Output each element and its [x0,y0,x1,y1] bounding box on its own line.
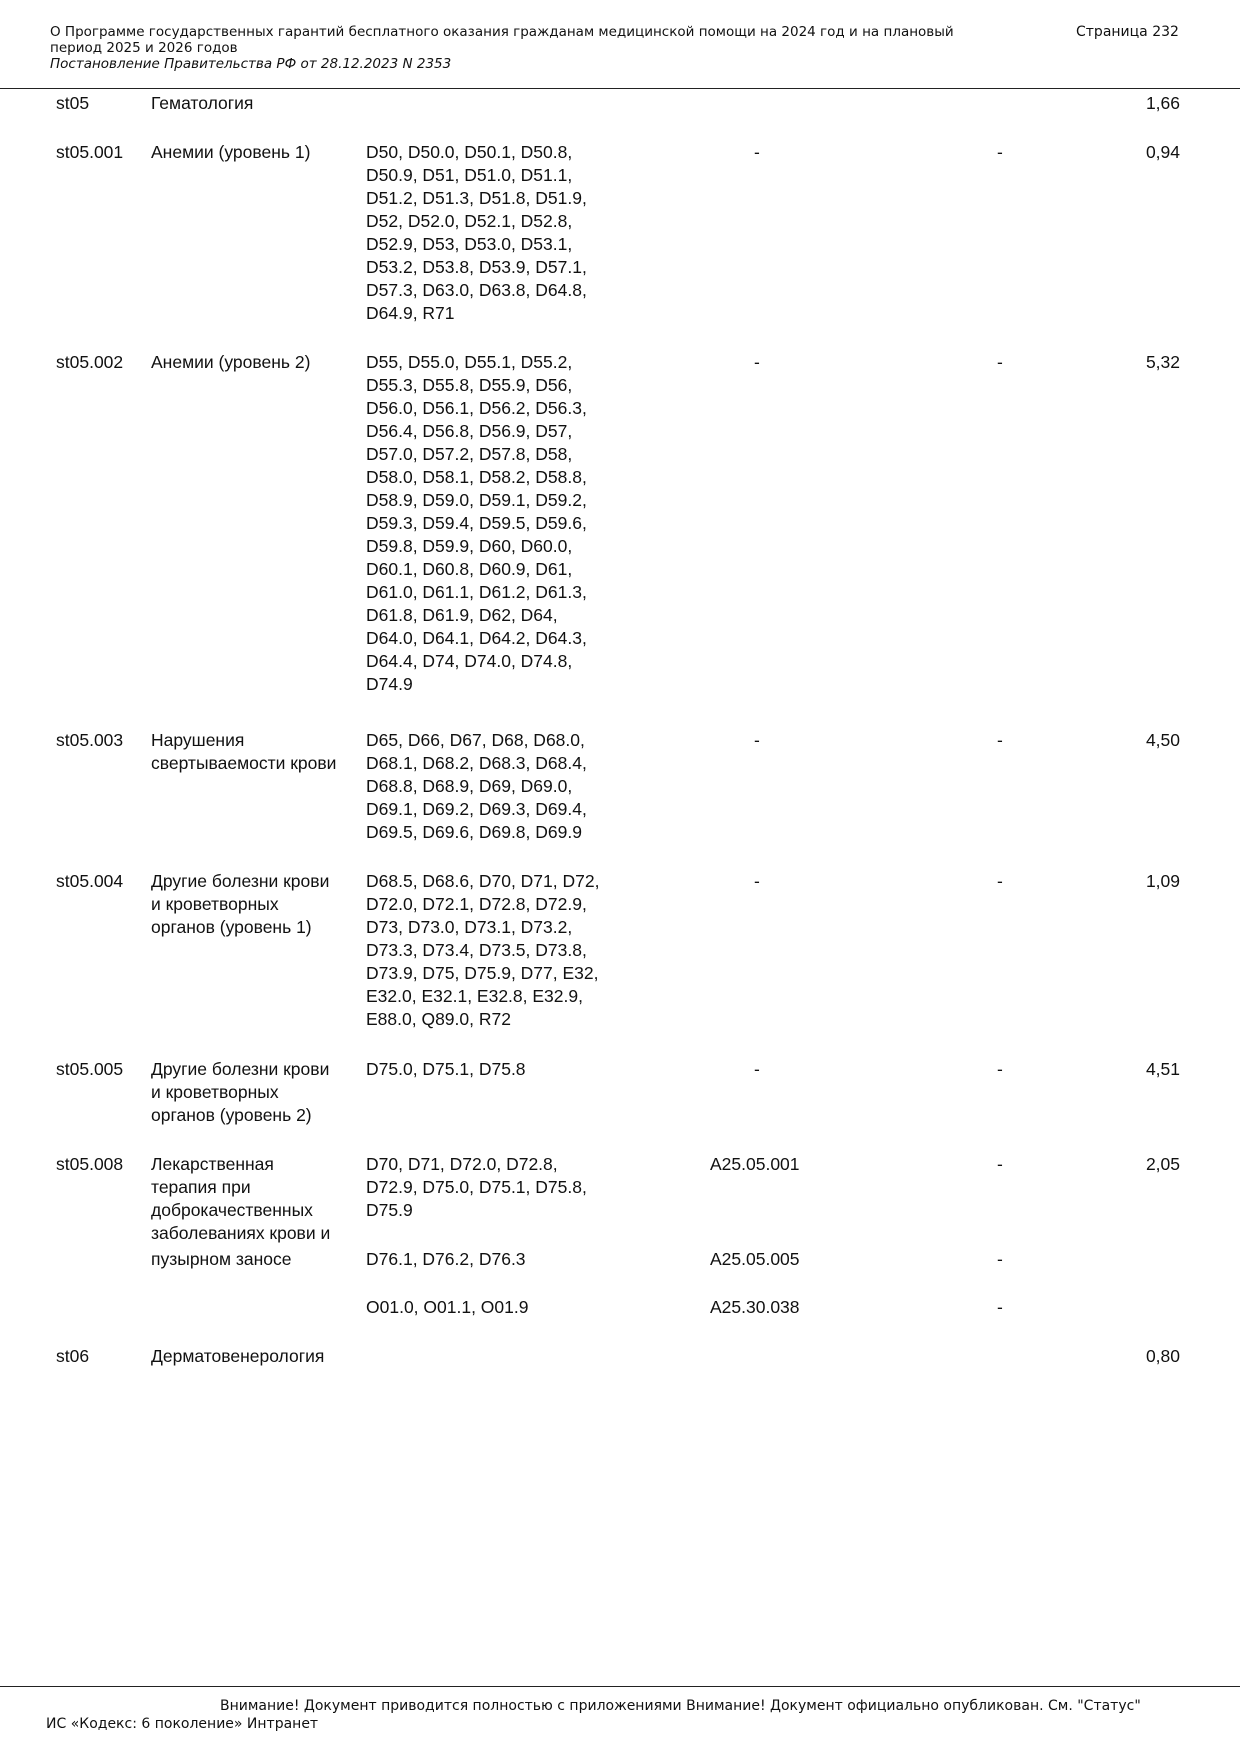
cell-other-criterion: - [997,1059,1003,1079]
mkb-line: D56.0, D56.1, D56.2, D56.3, [366,398,587,418]
cell-code: st05.005 [56,1059,124,1079]
cell-name: Дерматовенерология [151,1346,325,1366]
footer-notice: Внимание! Документ приводится полностью с приложениями Внимание! Документ официально опубликован. См. "Статус" [220,1698,1141,1714]
mkb-line: D68.5, D68.6, D70, D71, D72, [366,871,600,891]
mkb-line: D50, D50.0, D50.1, D50.8, [366,142,573,162]
footer-divider [0,1686,1240,1687]
cell-other-criterion: - [997,730,1003,750]
mkb-line: D60.1, D60.8, D60.9, D61, [366,559,573,579]
cell-code: st05.004 [56,871,124,891]
mkb-line: D68.8, D68.9, D69, D69.0, [366,776,573,796]
name-line: Нарушения [151,730,245,750]
name-line: и кроветворных [151,894,279,914]
cell-code: st05.001 [56,142,124,162]
name-line: и кроветворных [151,1082,279,1102]
cell-name: пузырном заносе [151,1249,292,1269]
name-line: Другие болезни крови [151,871,330,891]
cell-name: Анемии (уровень 1) [151,142,311,162]
cell-name: Гематология [151,93,254,113]
mkb-line: D64.0, D64.1, D64.2, D64.3, [366,628,587,648]
cell-mkb-codes: O01.0, O01.1, O01.9 [366,1297,529,1317]
cell-coefficient: 5,32 [1145,352,1180,372]
mkb-line: D68.1, D68.2, D68.3, D68.4, [366,753,587,773]
mkb-line: D74.9 [366,674,413,694]
document-subtitle: Постановление Правительства РФ от 28.12.2023 N 2353 [50,56,452,72]
cell-other-criterion: - [997,1249,1003,1269]
cell-coefficient: 0,80 [1145,1346,1180,1366]
mkb-line: D72.0, D72.1, D72.8, D72.9, [366,894,587,914]
cell-service-code: A25.05.001 [710,1154,800,1174]
cell-service-code: - [754,142,760,162]
cell-code: st05.002 [56,352,124,372]
cell-other-criterion: - [997,1297,1003,1317]
mkb-line: D52.9, D53, D53.0, D53.1, [366,234,573,254]
cell-name [151,729,361,775]
cell-other-criterion: - [997,352,1003,372]
mkb-line: D69.5, D69.6, D69.8, D69.9 [366,822,582,842]
mkb-line: D61.0, D61.1, D61.2, D61.3, [366,582,587,602]
cell-mkb-codes [366,1058,636,1081]
mkb-line: D55.3, D55.8, D55.9, D56, [366,375,573,395]
name-line: доброкачественных [151,1200,313,1220]
mkb-line: D65, D66, D67, D68, D68.0, [366,730,585,750]
cell-code: st06 [56,1346,90,1366]
mkb-line: D73.9, D75, D75.9, D77, E32, [366,963,599,983]
mkb-line: D58.9, D59.0, D59.1, D59.2, [366,490,587,510]
cell-mkb-codes: D76.1, D76.2, D76.3 [366,1249,526,1269]
cell-service-code: A25.05.005 [710,1249,800,1269]
mkb-line: D75.0, D75.1, D75.8 [366,1059,526,1079]
mkb-line: D59.8, D59.9, D60, D60.0, [366,536,573,556]
mkb-line: D55, D55.0, D55.1, D55.2, [366,352,573,372]
mkb-line: D59.3, D59.4, D59.5, D59.6, [366,513,587,533]
name-line: органов (уровень 1) [151,917,312,937]
cell-mkb-codes [366,351,636,696]
mkb-line: D52, D52.0, D52.1, D52.8, [366,211,573,231]
mkb-line: E32.0, E32.1, E32.8, E32.9, [366,986,583,1006]
cell-code: st05.008 [56,1154,124,1174]
mkb-line: D70, D71, D72.0, D72.8, [366,1154,558,1174]
name-line: Другие болезни крови [151,1059,330,1079]
mkb-line: D57.0, D57.2, D57.8, D58, [366,444,573,464]
mkb-line: D73, D73.0, D73.1, D73.2, [366,917,573,937]
cell-coefficient: 1,66 [1145,93,1180,113]
document-title-line2: период 2025 и 2026 годов [50,40,238,56]
cell-mkb-codes [366,1153,636,1222]
mkb-line: D75.9 [366,1200,413,1220]
cell-other-criterion: - [997,142,1003,162]
cell-other-criterion: - [997,1154,1003,1174]
cell-name [151,1153,361,1245]
mkb-line: D64.4, D74, D74.0, D74.8, [366,651,573,671]
cell-service-code: - [754,871,760,891]
name-line: заболеваниях крови и [151,1223,331,1243]
mkb-line: E88.0, Q89.0, R72 [366,1009,511,1029]
mkb-line: D50.9, D51, D51.0, D51.1, [366,165,573,185]
cell-service-code: - [754,352,760,372]
cell-service-code: - [754,730,760,750]
cell-name [151,1058,361,1127]
name-line: терапия при [151,1177,251,1197]
cell-coefficient: 2,05 [1145,1154,1180,1174]
page-number: Страница 232 [1076,24,1179,40]
cell-name [151,870,361,939]
cell-coefficient: 4,50 [1145,730,1180,750]
cell-coefficient: 0,94 [1145,142,1180,162]
cell-other-criterion: - [997,871,1003,891]
mkb-line: D57.3, D63.0, D63.8, D64.8, [366,280,587,300]
cell-code: st05 [56,93,90,113]
mkb-line: D51.2, D51.3, D51.8, D51.9, [366,188,587,208]
name-line: органов (уровень 2) [151,1105,312,1125]
footer-source: ИС «Кодекс: 6 поколение» Интранет [46,1716,319,1732]
cell-mkb-codes [366,729,636,844]
name-line: свертываемости крови [151,753,337,773]
document-title-line1: О Программе государственных гарантий бесплатного оказания гражданам медицинской помощи на 2024 год и на плановый [50,24,954,40]
cell-service-code: - [754,1059,760,1079]
cell-mkb-codes [366,870,636,1031]
mkb-line: D72.9, D75.0, D75.1, D75.8, [366,1177,587,1197]
mkb-line: D53.2, D53.8, D53.9, D57.1, [366,257,587,277]
mkb-line: D64.9, R71 [366,303,455,323]
mkb-line: D56.4, D56.8, D56.9, D57, [366,421,573,441]
cell-mkb-codes [366,141,636,325]
cell-service-code: A25.30.038 [710,1297,800,1317]
mkb-line: D69.1, D69.2, D69.3, D69.4, [366,799,587,819]
mkb-line: D61.8, D61.9, D62, D64, [366,605,558,625]
cell-name: Анемии (уровень 2) [151,352,311,372]
mkb-line: D73.3, D73.4, D73.5, D73.8, [366,940,587,960]
cell-code: st05.003 [56,730,124,750]
cell-coefficient: 1,09 [1145,871,1180,891]
mkb-line: D58.0, D58.1, D58.2, D58.8, [366,467,587,487]
name-line: Лекарственная [151,1154,274,1174]
cell-coefficient: 4,51 [1145,1059,1180,1079]
